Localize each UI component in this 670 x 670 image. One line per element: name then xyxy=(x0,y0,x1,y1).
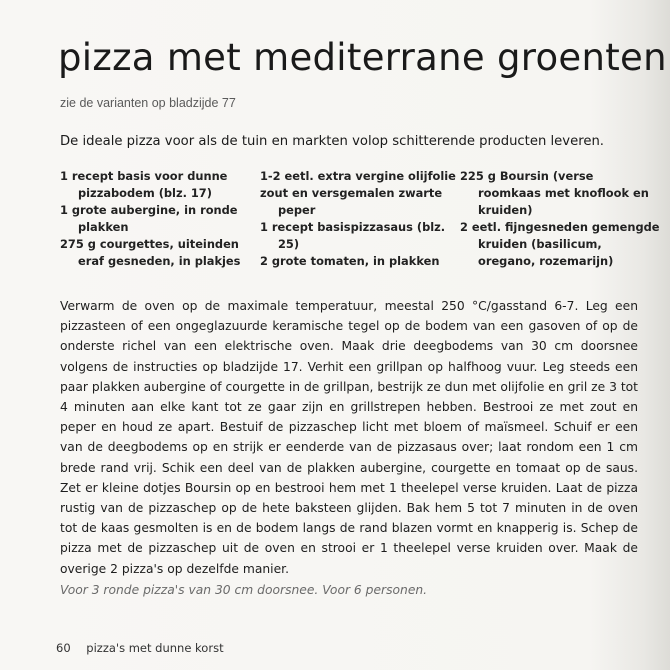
ingredients-column-2 xyxy=(260,168,460,270)
method-text: Verwarm de oven op de maximale temperatuur, meestal 250 °C/gasstand 6-7. Leg een pizzasteen of een ongeglazuurde keramische tegel op de bodem van een gasoven of op de onderste richel van een elektrische oven. Maak drie deegbodems van 30 cm doorsnee volgens de instructies op bladzijde 17. Verhit een grillpan op halfhoog vuur. Leg steeds een paar plakken aubergine of courgette in de grillpan, bestrijk ze dun met olijfolie en gril ze 3 tot 4 minuten aan elke kant tot ze gaar zijn en grillstrepen hebben. Bestrooi ze met zout en peper en houd ze apart. Bestuif de pizzaschep licht met bloem of maïsmeel. Schuif er een van de deegbodems op en strijk er eenderde van de pizzasaus over; laat rondom een 1 cm brede rand vrij. Schik een deel van de plakken aubergine, courgette en tomaat op de saus. Zet er kleine dotjes Boursin op en bestrooi hem met 1 theelepel verse kruiden. Laat de pizza rustig van de pizzaschep op de hete baksteen glijden. Bak hem 5 tot 7 minuten in de oven tot de kaas gesmolten is en de bodem langs de rand blazen vormt en knapperig is. Schep de pizza met de pizzaschep uit de oven en strooi er 1 theelepel verse kruiden over. Maak de overige 2 pizza's op dezelfde manier. xyxy=(60,299,638,576)
ingredient-item: 2 grote tomaten, in plakken xyxy=(260,254,440,268)
yield-note: Voor 3 ronde pizza's van 30 cm doorsnee. Voor 6 personen. xyxy=(60,583,428,597)
ingredients-column-1 xyxy=(60,168,260,270)
page-footer xyxy=(56,641,224,655)
ingredient-item: 275 g courgettes, uiteinden eraf gesneden, in plakjes xyxy=(60,237,241,268)
ingredient-item: zout en versgemalen zwarte peper xyxy=(260,186,443,217)
ingredient-item: 1 recept basis voor dunne pizzabodem (blz. 17) xyxy=(60,169,228,200)
ingredient-item: 225 g Boursin (verse roomkaas met knoflook en kruiden) xyxy=(460,169,649,217)
recipe-intro: De ideale pizza voor als de tuin en markten volop schitterende producten leveren. xyxy=(60,134,604,149)
ingredient-item: 2 eetl. fijngesneden gemengde kruiden (basilicum, oregano, rozemarijn) xyxy=(460,220,660,268)
variants-reference: zie de varianten op bladzijde 77 xyxy=(60,96,236,110)
ingredients-column-3 xyxy=(460,168,660,270)
recipe-title: pizza met mediterrane groenten xyxy=(58,36,667,79)
section-title: pizza's met dunne korst xyxy=(86,641,224,655)
ingredient-item: 1-2 eetl. extra vergine olijfolie xyxy=(260,169,456,183)
ingredient-item: 1 recept basispizzasaus (blz. 25) xyxy=(260,220,446,251)
page-number: 60 xyxy=(56,641,71,655)
ingredient-item: 1 grote aubergine, in ronde plakken xyxy=(60,203,238,234)
